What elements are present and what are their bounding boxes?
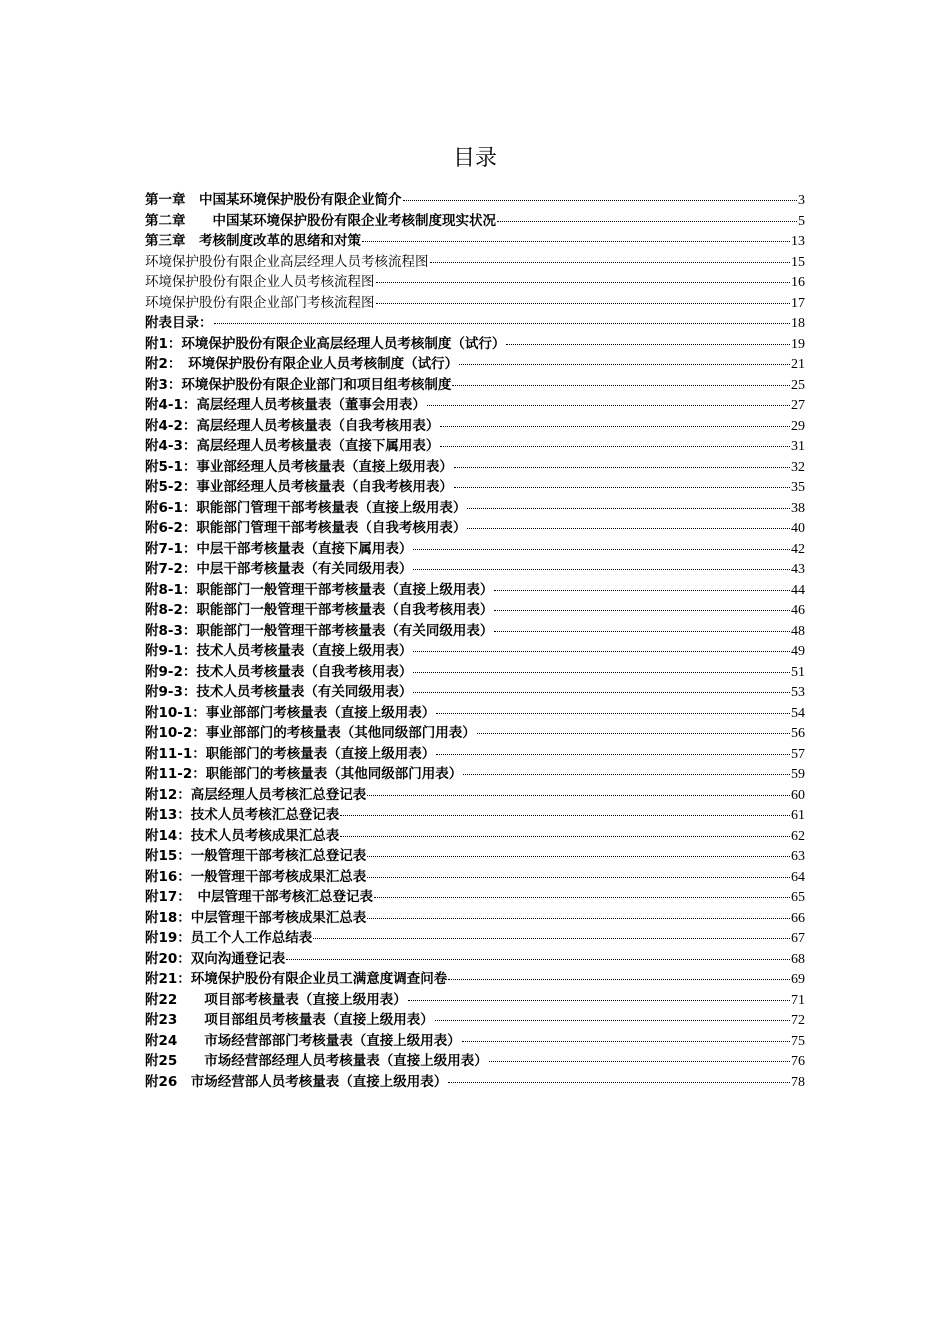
toc-entry-page-number: 32 (791, 459, 805, 475)
toc-dot-leader (340, 814, 790, 816)
toc-dot-leader (459, 363, 790, 365)
toc-dot-leader (214, 322, 791, 324)
toc-entry[interactable] (145, 457, 805, 478)
toc-entry-label: 附8-2：职能部门一般管理干部考核量表（自我考核用表） (145, 602, 494, 618)
toc-entry-label: 附17： 中层管理干部考核汇总登记表 (145, 889, 374, 905)
toc-dot-leader (403, 199, 798, 201)
toc-entry[interactable] (145, 272, 805, 293)
toc-entry-page-number: 75 (791, 1033, 805, 1049)
toc-entry-label: 附1：环境保护股份有限企业高层经理人员考核制度（试行） (145, 335, 506, 352)
toc-entry-label: 附9-3：技术人员考核量表（有关同级用表） (145, 684, 413, 700)
toc-dot-leader (367, 917, 790, 919)
toc-dot-leader (436, 712, 790, 714)
toc-entry-label: 附10-1：事业部部门考核量表（直接上级用表） (145, 704, 436, 721)
toc-entry[interactable] (145, 559, 805, 580)
toc-entry[interactable] (145, 682, 805, 703)
toc-entry-label: 附8-1：职能部门一般管理干部考核量表（直接上级用表） (145, 581, 494, 598)
toc-entry-page-number: 71 (791, 992, 805, 1008)
toc-dot-leader (467, 527, 790, 529)
toc-entry-label: 附19：员工个人工作总结表 (145, 930, 313, 946)
toc-entry[interactable] (145, 252, 805, 273)
toc-entry-label: 附13：技术人员考核汇总登记表 (145, 807, 340, 823)
toc-entry-label: 附23 项目部组员考核量表（直接上级用表） (145, 1012, 434, 1028)
toc-dot-leader (440, 425, 790, 427)
toc-entry-page-number: 19 (791, 336, 805, 352)
toc-entry-label: 附4-1：高层经理人员考核量表（董事会用表） (145, 397, 426, 413)
toc-entry-page-number: 15 (791, 254, 805, 270)
toc-dot-leader (494, 589, 790, 591)
toc-dot-leader (367, 794, 790, 796)
toc-entry[interactable] (145, 928, 805, 949)
toc-entry-label: 附3：环境保护股份有限企业部门和项目组考核制度 (145, 376, 452, 393)
toc-dot-leader (494, 609, 790, 611)
toc-entry-page-number: 72 (791, 1013, 805, 1028)
toc-entry-label: 附12：高层经理人员考核汇总登记表 (145, 786, 367, 803)
toc-entry-page-number: 54 (791, 705, 805, 721)
toc-entry-page-number: 68 (791, 951, 805, 967)
toc-entry[interactable] (145, 764, 805, 785)
table-of-contents (145, 190, 805, 1092)
toc-entry[interactable] (145, 621, 805, 642)
toc-entry[interactable] (145, 498, 805, 519)
toc-entry[interactable] (145, 867, 805, 888)
toc-entry[interactable] (145, 785, 805, 806)
toc-dot-leader (467, 507, 790, 509)
toc-entry-page-number: 31 (791, 439, 805, 454)
toc-entry-page-number: 17 (791, 295, 805, 311)
toc-entry[interactable] (145, 1010, 805, 1031)
toc-dot-leader (497, 220, 797, 222)
toc-entry[interactable] (145, 908, 805, 929)
toc-entry-label: 第一章 中国某环境保护股份有限企业简介 (145, 192, 402, 208)
toc-entry[interactable] (145, 990, 805, 1011)
toc-entry-label: 附8-3：职能部门一般管理干部考核量表（有关同级用表） (145, 622, 494, 639)
toc-dot-leader (313, 937, 790, 939)
toc-dot-leader (374, 896, 790, 898)
toc-entry[interactable] (145, 477, 805, 498)
toc-entry[interactable] (145, 416, 805, 437)
toc-dot-leader (413, 548, 790, 550)
toc-entry[interactable] (145, 539, 805, 560)
toc-entry-page-number: 76 (791, 1054, 805, 1069)
toc-dot-leader (489, 1060, 790, 1062)
toc-entry-page-number: 51 (791, 664, 805, 680)
toc-entry-page-number: 42 (791, 541, 805, 557)
toc-entry-label: 附4-3：高层经理人员考核量表（直接下属用表） (145, 438, 440, 454)
toc-entry[interactable] (145, 805, 805, 826)
toc-entry-page-number: 53 (791, 685, 805, 700)
toc-dot-leader (448, 1081, 790, 1083)
toc-dot-leader (506, 343, 790, 345)
toc-entry[interactable] (145, 518, 805, 539)
toc-dot-leader (440, 445, 790, 447)
toc-dot-leader (413, 650, 790, 652)
toc-dot-leader (477, 732, 790, 734)
toc-dot-leader (452, 384, 790, 386)
toc-entry-page-number: 29 (791, 418, 805, 434)
toc-entry-label: 附24 市场经营部部门考核量表（直接上级用表） (145, 1032, 461, 1049)
toc-entry[interactable] (145, 293, 805, 314)
toc-entry-label: 第三章 考核制度改革的思绪和对策 (145, 233, 361, 249)
toc-entry[interactable] (145, 395, 805, 416)
toc-dot-leader (436, 753, 790, 755)
toc-entry[interactable] (145, 354, 805, 375)
toc-dot-leader (340, 835, 790, 837)
toc-entry-page-number: 38 (791, 500, 805, 516)
toc-entry-label: 附7-1：中层干部考核量表（直接下属用表） (145, 540, 413, 557)
toc-entry-label: 第二章 中国某环境保护股份有限企业考核制度现实状况 (145, 212, 496, 229)
toc-dot-leader (448, 978, 790, 980)
toc-entry-label: 附22 项目部考核量表（直接上级用表） (145, 991, 407, 1008)
toc-entry-label: 附10-2：事业部部门的考核量表（其他同级部门用表） (145, 725, 476, 741)
toc-entry[interactable] (145, 600, 805, 621)
toc-dot-leader (413, 671, 790, 673)
toc-entry[interactable] (145, 887, 805, 908)
toc-dot-leader (454, 466, 790, 468)
toc-entry[interactable] (145, 723, 805, 744)
toc-entry-label: 附5-2：事业部经理人员考核量表（自我考核用表） (145, 479, 453, 495)
toc-entry-label: 附表目录： (145, 315, 213, 331)
toc-entry[interactable] (145, 969, 805, 990)
toc-entry[interactable] (145, 641, 805, 662)
toc-entry-page-number: 61 (791, 808, 805, 823)
toc-entry-label: 环境保护股份有限企业部门考核流程图 (145, 294, 375, 311)
toc-entry-label: 附7-2：中层干部考核量表（有关同级用表） (145, 561, 413, 577)
toc-dot-leader (286, 958, 790, 960)
toc-entry-label: 附20：双向沟通登记表 (145, 950, 286, 967)
toc-entry-label: 附25 市场经营部经理人员考核量表（直接上级用表） (145, 1053, 488, 1069)
toc-entry-label: 附2： 环境保护股份有限企业人员考核制度（试行） (145, 356, 459, 372)
toc-entry-page-number: 56 (791, 726, 805, 741)
toc-title: 目录 (452, 146, 497, 171)
toc-dot-leader (435, 1019, 790, 1021)
toc-entry-page-number: 46 (791, 603, 805, 618)
toc-entry[interactable] (145, 231, 805, 252)
toc-entry[interactable] (145, 190, 805, 211)
toc-entry[interactable] (145, 211, 805, 232)
toc-entry-label: 附6-2：职能部门管理干部考核量表（自我考核用表） (145, 520, 467, 536)
toc-entry[interactable] (145, 580, 805, 601)
toc-dot-leader (427, 404, 790, 406)
toc-entry[interactable] (145, 1072, 805, 1093)
toc-entry-page-number: 57 (791, 746, 805, 762)
toc-entry-label: 附9-1：技术人员考核量表（直接上级用表） (145, 643, 413, 659)
toc-dot-leader (362, 240, 790, 242)
toc-entry-page-number: 44 (791, 582, 805, 598)
toc-entry[interactable] (145, 1031, 805, 1052)
toc-entry[interactable] (145, 846, 805, 867)
toc-entry-label: 附21：环境保护股份有限企业员工满意度调查问卷 (145, 971, 448, 987)
toc-entry-page-number: 35 (791, 480, 805, 495)
toc-entry-label: 附9-2：技术人员考核量表（自我考核用表） (145, 663, 413, 680)
toc-entry-label: 附5-1：事业部经理人员考核量表（直接上级用表） (145, 458, 453, 475)
toc-dot-leader (367, 855, 790, 857)
toc-entry-page-number: 67 (791, 931, 805, 946)
toc-dot-leader (413, 691, 790, 693)
toc-entry[interactable] (145, 334, 805, 355)
toc-entry-page-number: 18 (791, 316, 805, 331)
toc-entry-page-number: 16 (791, 275, 805, 290)
toc-entry-label: 附14：技术人员考核成果汇总表 (145, 827, 340, 844)
toc-entry-page-number: 69 (791, 972, 805, 987)
toc-entry-label: 环境保护股份有限企业人员考核流程图 (145, 274, 375, 290)
toc-entry-label: 附15：一般管理干部考核汇总登记表 (145, 848, 367, 864)
toc-entry-label: 附4-2：高层经理人员考核量表（自我考核用表） (145, 417, 440, 434)
toc-dot-leader (454, 486, 790, 488)
toc-entry-page-number: 78 (791, 1074, 805, 1090)
toc-entry-page-number: 62 (791, 828, 805, 844)
toc-entry[interactable] (145, 375, 805, 396)
toc-dot-leader (462, 1040, 790, 1042)
toc-dot-leader (430, 261, 791, 263)
toc-entry[interactable] (145, 1051, 805, 1072)
toc-entry-label: 附16：一般管理干部考核成果汇总表 (145, 868, 367, 885)
toc-entry-page-number: 64 (791, 869, 805, 885)
toc-entry-page-number: 60 (791, 787, 805, 803)
toc-entry-page-number: 13 (791, 234, 805, 249)
toc-entry-page-number: 27 (791, 398, 805, 413)
toc-entry[interactable] (145, 313, 805, 334)
toc-entry[interactable] (145, 436, 805, 457)
toc-entry[interactable] (145, 703, 805, 724)
toc-entry-page-number: 63 (791, 849, 805, 864)
toc-dot-leader (413, 568, 790, 570)
toc-entry-page-number: 43 (791, 562, 805, 577)
toc-dot-leader (376, 281, 791, 283)
toc-entry-page-number: 25 (791, 377, 805, 393)
toc-dot-leader (408, 999, 790, 1001)
toc-dot-leader (367, 876, 790, 878)
toc-entry-label: 附26 市场经营部人员考核量表（直接上级用表） (145, 1073, 448, 1090)
toc-entry-page-number: 65 (791, 890, 805, 905)
toc-entry[interactable] (145, 744, 805, 765)
toc-dot-leader (494, 630, 790, 632)
toc-entry-page-number: 5 (798, 213, 805, 229)
toc-entry-page-number: 66 (791, 910, 805, 926)
toc-dot-leader (463, 773, 790, 775)
toc-entry-page-number: 3 (798, 193, 805, 208)
toc-entry-label: 附11-2：职能部门的考核量表（其他同级部门用表） (145, 766, 463, 782)
toc-entry-page-number: 48 (791, 623, 805, 639)
toc-entry-label: 附11-1：职能部门的考核量表（直接上级用表） (145, 745, 436, 762)
toc-dot-leader (376, 302, 791, 304)
toc-entry-page-number: 49 (791, 644, 805, 659)
toc-entry-page-number: 59 (791, 767, 805, 782)
toc-entry-page-number: 40 (791, 521, 805, 536)
toc-entry[interactable] (145, 662, 805, 683)
toc-entry-label: 附18：中层管理干部考核成果汇总表 (145, 909, 367, 926)
toc-entry-label: 环境保护股份有限企业高层经理人员考核流程图 (145, 253, 429, 270)
toc-entry-page-number: 21 (791, 357, 805, 372)
toc-entry[interactable] (145, 949, 805, 970)
toc-entry-label: 附6-1：职能部门管理干部考核量表（直接上级用表） (145, 499, 467, 516)
toc-entry[interactable] (145, 826, 805, 847)
